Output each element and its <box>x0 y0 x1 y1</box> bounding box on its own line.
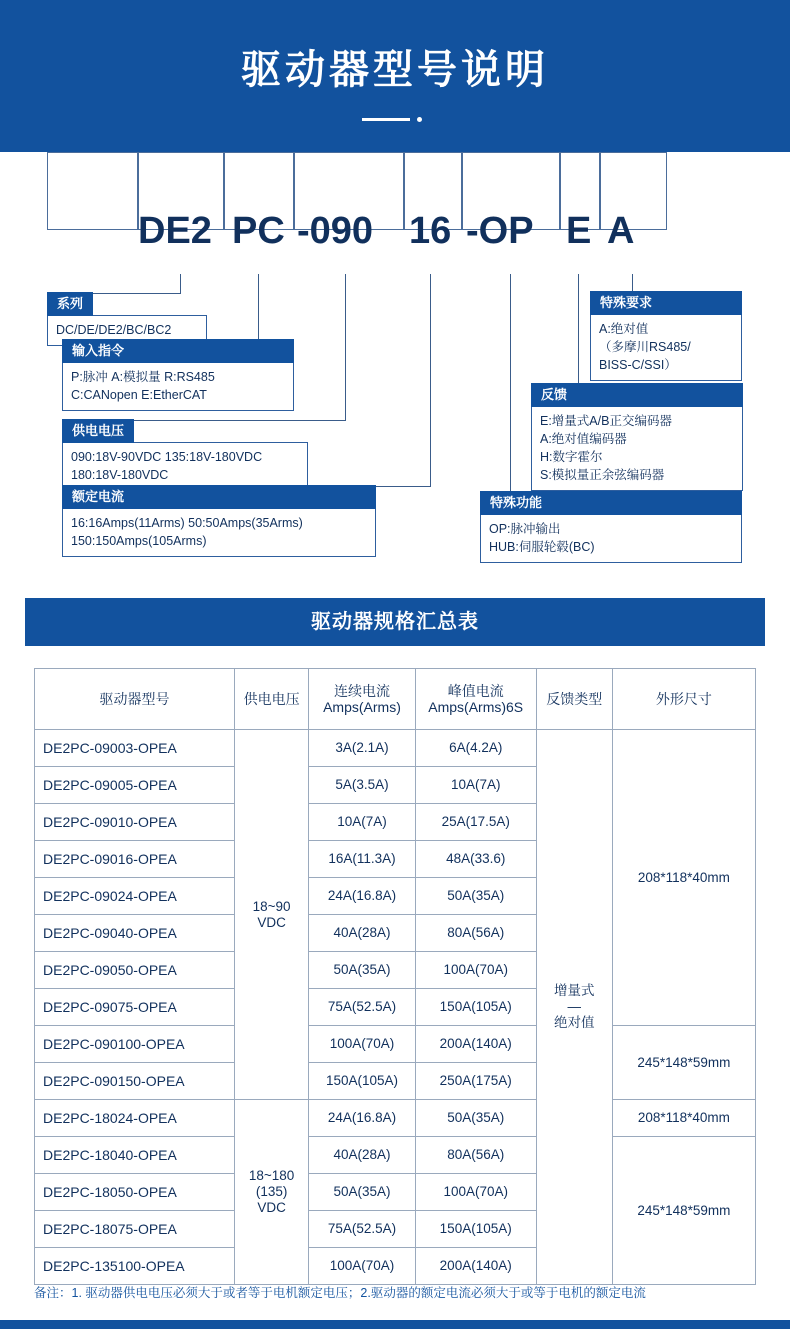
callout-input-command-title: 输入指令 <box>62 339 294 363</box>
cell-continuous: 5A(3.5A) <box>309 767 416 804</box>
table-row <box>35 1137 756 1174</box>
title-underline <box>362 118 410 121</box>
cell-peak: 6A(4.2A) <box>415 730 536 767</box>
cell-continuous: 150A(105A) <box>309 1063 416 1100</box>
cell-peak: 100A(70A) <box>415 952 536 989</box>
cell-continuous: 10A(7A) <box>309 804 416 841</box>
callout-supply-voltage <box>62 419 308 491</box>
cell-model: DE2PC-09016-OPEA <box>35 841 235 878</box>
cell-peak: 80A(56A) <box>415 1137 536 1174</box>
cell-voltage-group-1 <box>235 730 309 1100</box>
col-voltage: 供电电压 <box>235 669 309 730</box>
callout-feedback-line-1: E:增量式A/B正交编码器 <box>540 414 672 428</box>
callout-special-request-line-3: BISS-C/SSI） <box>599 358 677 372</box>
callout-special-function-title: 特殊功能 <box>480 491 742 515</box>
cell-model: DE2PC-09005-OPEA <box>35 767 235 804</box>
callout-input-command <box>62 339 294 411</box>
cell-peak: 100A(70A) <box>415 1174 536 1211</box>
cell-continuous: 16A(11.3A) <box>309 841 416 878</box>
cell-model: DE2PC-090100-OPEA <box>35 1026 235 1063</box>
cell-model: DE2PC-09024-OPEA <box>35 878 235 915</box>
table-header-row <box>35 669 756 730</box>
callout-feedback-body <box>531 406 743 491</box>
callout-rated-current-line-2: 150:150Amps(105Arms) <box>71 534 207 548</box>
callout-special-request-line-1: A:绝对值 <box>599 322 649 336</box>
leader-line-voltage <box>345 274 346 420</box>
callout-special-request-title: 特殊要求 <box>590 291 742 315</box>
callout-special-function <box>480 491 742 563</box>
col-model: 驱动器型号 <box>35 669 235 730</box>
callout-rated-current-line-1: 16:16Amps(11Arms) 50:50Amps(35Arms) <box>71 516 303 530</box>
cell-continuous: 50A(35A) <box>309 1174 416 1211</box>
table-row <box>35 1100 756 1137</box>
callout-supply-voltage-line-1: 090:18V-90VDC 135:18V-180VDC <box>71 450 263 464</box>
callout-input-command-line-2: C:CANopen E:EtherCAT <box>71 388 207 402</box>
col-peak-line2: Amps(Arms)6S <box>428 699 524 715</box>
callout-rated-current-title: 额定电流 <box>62 485 376 509</box>
cell-size-3: 208*118*40mm <box>612 1100 755 1137</box>
cell-model: DE2PC-09040-OPEA <box>35 915 235 952</box>
cell-model: DE2PC-09075-OPEA <box>35 989 235 1026</box>
table-row <box>35 730 756 767</box>
code-segment-input: PC <box>232 210 285 252</box>
callout-series-line-1: DC/DE/DE2/BC/BC2 <box>56 323 172 337</box>
callout-special-function-line-1: OP:脉冲输出 <box>489 522 561 536</box>
callout-series <box>47 292 207 346</box>
cell-model: DE2PC-135100-OPEA <box>35 1248 235 1285</box>
voltage-group-1-line1: 18~90 <box>252 898 291 914</box>
callout-special-request-line-2: （多摩川RS485/ <box>599 340 691 354</box>
leader-line-input <box>258 274 259 340</box>
cell-continuous: 100A(70A) <box>309 1248 416 1285</box>
leader-line-series <box>180 274 181 293</box>
callout-supply-voltage-body <box>62 442 308 491</box>
cell-model: DE2PC-090150-OPEA <box>35 1063 235 1100</box>
cell-size-2: 245*148*59mm <box>612 1026 755 1100</box>
title-dot <box>417 117 422 122</box>
leader-line-feedback <box>578 274 579 384</box>
table-row <box>35 1026 756 1063</box>
col-continuous <box>309 669 416 730</box>
cell-peak: 48A(33.6) <box>415 841 536 878</box>
cell-model: DE2PC-18024-OPEA <box>35 1100 235 1137</box>
callout-feedback-line-2: A:绝对值编码器 <box>540 432 627 446</box>
code-segment-function: -OP <box>466 210 534 252</box>
callout-special-function-body <box>480 514 742 563</box>
cell-peak: 200A(140A) <box>415 1026 536 1063</box>
header-banner <box>0 0 790 152</box>
cell-peak: 250A(175A) <box>415 1063 536 1100</box>
col-peak-line1: 峰值电流 <box>447 683 504 699</box>
cell-continuous: 100A(70A) <box>309 1026 416 1063</box>
code-segment-special: A <box>607 210 635 252</box>
cell-model: DE2PC-09050-OPEA <box>35 952 235 989</box>
page-title: 驱动器型号说明 <box>241 48 549 92</box>
cell-peak: 10A(7A) <box>415 767 536 804</box>
callout-rated-current-body <box>62 508 376 557</box>
cell-voltage-group-2 <box>235 1100 309 1285</box>
leader-line-special-function <box>510 274 511 492</box>
voltage-group-1-line2: VDC <box>257 914 286 930</box>
callout-supply-voltage-line-2: 180:18V-180VDC <box>71 468 169 482</box>
cell-continuous: 40A(28A) <box>309 1137 416 1174</box>
col-size: 外形尺寸 <box>612 669 755 730</box>
feedback-line1: 增量式 <box>553 983 595 998</box>
cell-peak: 200A(140A) <box>415 1248 536 1285</box>
cell-model: DE2PC-18050-OPEA <box>35 1174 235 1211</box>
callout-input-command-body <box>62 362 294 411</box>
cell-model: DE2PC-18075-OPEA <box>35 1211 235 1248</box>
cell-peak: 150A(105A) <box>415 1211 536 1248</box>
cell-continuous: 24A(16.8A) <box>309 1100 416 1137</box>
voltage-group-2-line3: VDC <box>257 1200 286 1215</box>
cell-continuous: 75A(52.5A) <box>309 1211 416 1248</box>
callout-feedback-line-3: H:数字霍尔 <box>540 450 603 464</box>
cell-feedback-type <box>536 730 612 1285</box>
callout-special-request-body <box>590 314 742 381</box>
model-code-diagram <box>0 152 790 582</box>
code-box-1 <box>47 152 138 230</box>
callout-special-function-line-2: HUB:伺服轮毂(BC) <box>489 540 595 554</box>
leader-line-special-request <box>632 274 633 292</box>
col-feedback: 反馈类型 <box>536 669 612 730</box>
callout-feedback-title: 反馈 <box>531 383 743 407</box>
callout-feedback <box>531 383 743 491</box>
spec-table-title: 驱动器规格汇总表 <box>25 598 765 646</box>
callout-input-command-line-1: P:脉冲 A:模拟量 R:RS485 <box>71 370 215 384</box>
cell-peak: 50A(35A) <box>415 1100 536 1137</box>
code-segment-voltage: -090 <box>297 210 374 252</box>
cell-size-4: 245*148*59mm <box>612 1137 755 1285</box>
cell-model: DE2PC-18040-OPEA <box>35 1137 235 1174</box>
code-segment-current: 16 <box>409 210 452 252</box>
callout-feedback-line-4: S:模拟量正余弦编码器 <box>540 468 665 482</box>
cell-continuous: 50A(35A) <box>309 952 416 989</box>
voltage-group-2-line2: (135) <box>255 1184 288 1199</box>
cell-continuous: 40A(28A) <box>309 915 416 952</box>
feedback-line3: 绝对值 <box>553 1015 595 1030</box>
cell-peak: 25A(17.5A) <box>415 804 536 841</box>
code-segment-series: DE2 <box>138 210 212 252</box>
col-continuous-line1: 连续电流 <box>333 683 390 699</box>
code-segment-feedback: E <box>566 210 592 252</box>
leader-line-current <box>430 274 431 486</box>
cell-model: DE2PC-09010-OPEA <box>35 804 235 841</box>
footer-bar <box>0 1320 790 1329</box>
callout-series-title: 系列 <box>47 292 93 316</box>
spec-table <box>34 668 756 1285</box>
callout-rated-current <box>62 485 376 557</box>
feedback-line2: — <box>567 999 581 1014</box>
cell-continuous: 24A(16.8A) <box>309 878 416 915</box>
callout-special-request <box>590 291 742 381</box>
cell-size-1: 208*118*40mm <box>612 730 755 1026</box>
cell-peak: 50A(35A) <box>415 878 536 915</box>
cell-continuous: 3A(2.1A) <box>309 730 416 767</box>
voltage-group-2-line1: 18~180 <box>248 1168 295 1183</box>
cell-peak: 80A(56A) <box>415 915 536 952</box>
cell-model: DE2PC-09003-OPEA <box>35 730 235 767</box>
table-note: 备注：1. 驱动器供电电压必须大于或者等于电机额定电压；2.驱动器的额定电流必须大于或等于电机的额定电流 <box>34 1286 646 1300</box>
cell-continuous: 75A(52.5A) <box>309 989 416 1026</box>
col-peak <box>415 669 536 730</box>
callout-supply-voltage-title: 供电电压 <box>62 419 134 443</box>
col-continuous-line2: Amps(Arms) <box>323 699 401 715</box>
cell-peak: 150A(105A) <box>415 989 536 1026</box>
